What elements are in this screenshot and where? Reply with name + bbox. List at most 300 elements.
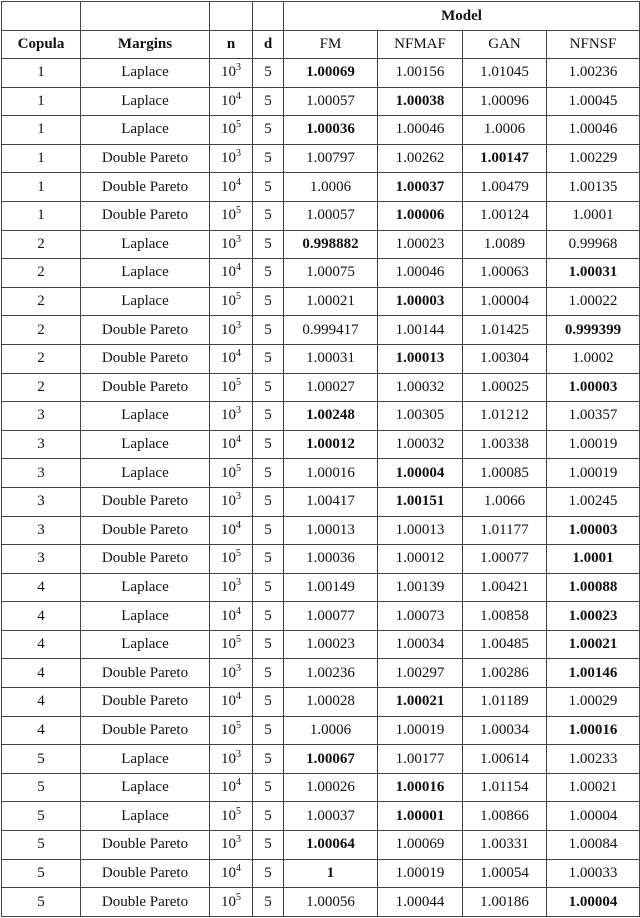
gan-value-cell: 1.00186 — [463, 888, 547, 917]
n-exponent: 5 — [236, 805, 241, 817]
nfmaf-value-cell: 1.00003 — [378, 287, 463, 316]
copula-cell: 4 — [2, 602, 81, 631]
nfmaf-value-cell: 1.00034 — [378, 630, 463, 659]
n-exponent: 4 — [236, 434, 241, 446]
gan-value-cell: 1.00858 — [463, 602, 547, 631]
nfmaf-value-cell: 1.00044 — [378, 888, 463, 917]
nfnsf-value-cell: 1.00004 — [547, 888, 640, 917]
margins-cell: Laplace — [81, 87, 210, 116]
table-row — [2, 59, 640, 88]
header-fm: FM — [284, 31, 378, 59]
copula-cell: 3 — [2, 459, 81, 488]
nfnsf-value-cell: 0.999399 — [547, 316, 640, 345]
n-base: 10 — [221, 407, 236, 424]
nfmaf-value-cell: 1.00021 — [378, 688, 463, 717]
nfmaf-value-cell: 1.00069 — [378, 831, 463, 860]
copula-cell: 2 — [2, 259, 81, 288]
table-row — [2, 230, 640, 259]
nfnsf-value-cell: 1.00146 — [547, 659, 640, 688]
d-cell: 5 — [253, 201, 284, 230]
nfnsf-value-cell: 1.00045 — [547, 87, 640, 116]
d-cell: 5 — [253, 259, 284, 288]
gan-value-cell: 1.00331 — [463, 831, 547, 860]
n-base: 10 — [221, 521, 236, 538]
margins-cell: Double Pareto — [81, 831, 210, 860]
nfnsf-value-cell: 1.00004 — [547, 802, 640, 831]
d-cell: 5 — [253, 516, 284, 545]
copula-cell: 2 — [2, 230, 81, 259]
fm-value-cell: 1.00236 — [284, 659, 378, 688]
n-cell — [210, 516, 253, 545]
fm-value-cell: 1.00056 — [284, 888, 378, 917]
table-row — [2, 688, 640, 717]
d-cell: 5 — [253, 859, 284, 888]
fm-value-cell: 1.00013 — [284, 516, 378, 545]
d-cell: 5 — [253, 487, 284, 516]
d-cell: 5 — [253, 802, 284, 831]
header-d: d — [253, 31, 284, 59]
table-row — [2, 259, 640, 288]
margins-cell: Double Pareto — [81, 716, 210, 745]
n-exponent: 4 — [236, 262, 241, 274]
n-exponent: 5 — [236, 291, 241, 303]
n-cell — [210, 373, 253, 402]
copula-cell: 1 — [2, 87, 81, 116]
fm-value-cell: 1.00067 — [284, 745, 378, 774]
table-row — [2, 888, 640, 917]
n-exponent: 5 — [236, 205, 241, 217]
fm-value-cell: 1.0006 — [284, 716, 378, 745]
gan-value-cell: 1.0066 — [463, 487, 547, 516]
margins-cell: Double Pareto — [81, 516, 210, 545]
d-cell: 5 — [253, 87, 284, 116]
copula-cell: 2 — [2, 344, 81, 373]
nfnsf-value-cell: 1.00084 — [547, 831, 640, 860]
gan-value-cell: 1.01425 — [463, 316, 547, 345]
nfnsf-value-cell: 1.0001 — [547, 201, 640, 230]
copula-cell: 5 — [2, 802, 81, 831]
margins-cell: Laplace — [81, 802, 210, 831]
margins-cell: Laplace — [81, 630, 210, 659]
margins-cell: Double Pareto — [81, 545, 210, 574]
margins-cell: Laplace — [81, 573, 210, 602]
n-exponent: 5 — [236, 548, 241, 560]
n-exponent: 4 — [236, 348, 241, 360]
gan-value-cell: 1.00077 — [463, 545, 547, 574]
copula-cell: 3 — [2, 430, 81, 459]
copula-cell: 3 — [2, 487, 81, 516]
gan-value-cell: 1.01212 — [463, 402, 547, 431]
table-row — [2, 173, 640, 202]
fm-value-cell: 1.00149 — [284, 573, 378, 602]
n-cell — [210, 87, 253, 116]
margins-cell: Double Pareto — [81, 487, 210, 516]
gan-value-cell: 1.00034 — [463, 716, 547, 745]
copula-cell: 2 — [2, 316, 81, 345]
copula-cell: 1 — [2, 173, 81, 202]
n-exponent: 4 — [236, 605, 241, 617]
n-cell — [210, 116, 253, 145]
n-exponent: 5 — [236, 634, 241, 646]
gan-value-cell: 1.00286 — [463, 659, 547, 688]
nfnsf-value-cell: 1.0001 — [547, 545, 640, 574]
nfmaf-value-cell: 1.00016 — [378, 773, 463, 802]
fm-value-cell: 1.00031 — [284, 344, 378, 373]
n-exponent: 4 — [236, 176, 241, 188]
copula-cell: 4 — [2, 659, 81, 688]
header-row-columns — [2, 31, 640, 59]
header-blank — [253, 2, 284, 31]
margins-cell: Laplace — [81, 430, 210, 459]
fm-value-cell: 1.0006 — [284, 173, 378, 202]
fm-value-cell: 1.00037 — [284, 802, 378, 831]
table-row — [2, 87, 640, 116]
copula-cell: 2 — [2, 373, 81, 402]
nfnsf-value-cell: 1.00016 — [547, 716, 640, 745]
n-cell — [210, 144, 253, 173]
n-base: 10 — [221, 264, 236, 281]
n-exponent: 3 — [236, 491, 241, 503]
table-row — [2, 573, 640, 602]
d-cell: 5 — [253, 430, 284, 459]
copula-cell: 5 — [2, 859, 81, 888]
fm-value-cell: 1.00248 — [284, 402, 378, 431]
nfnsf-value-cell: 1.00003 — [547, 516, 640, 545]
nfmaf-value-cell: 1.00006 — [378, 201, 463, 230]
d-cell: 5 — [253, 630, 284, 659]
copula-cell: 4 — [2, 573, 81, 602]
nfnsf-value-cell: 1.00229 — [547, 144, 640, 173]
margins-cell: Laplace — [81, 116, 210, 145]
nfmaf-value-cell: 1.00046 — [378, 116, 463, 145]
table-row — [2, 545, 640, 574]
margins-cell: Double Pareto — [81, 316, 210, 345]
margins-cell: Double Pareto — [81, 888, 210, 917]
nfnsf-value-cell: 1.00031 — [547, 259, 640, 288]
header-blank — [2, 2, 81, 31]
fm-value-cell: 1.00021 — [284, 287, 378, 316]
header-nfmaf: NFMAF — [378, 31, 463, 59]
table-row — [2, 287, 640, 316]
n-base: 10 — [221, 721, 236, 738]
d-cell: 5 — [253, 316, 284, 345]
table-row — [2, 144, 640, 173]
copula-cell: 5 — [2, 888, 81, 917]
n-cell — [210, 802, 253, 831]
header-blank — [81, 2, 210, 31]
table-row — [2, 659, 640, 688]
n-exponent: 3 — [236, 319, 241, 331]
table-row — [2, 459, 640, 488]
header-margins: Margins — [81, 31, 210, 59]
n-cell — [210, 201, 253, 230]
n-base: 10 — [221, 550, 236, 567]
n-cell — [210, 888, 253, 917]
table-row — [2, 802, 640, 831]
gan-value-cell: 1.00421 — [463, 573, 547, 602]
fm-value-cell: 1.00036 — [284, 545, 378, 574]
gan-value-cell: 1.00124 — [463, 201, 547, 230]
n-exponent: 5 — [236, 119, 241, 131]
gan-value-cell: 1.00004 — [463, 287, 547, 316]
n-cell — [210, 430, 253, 459]
n-cell — [210, 859, 253, 888]
n-cell — [210, 259, 253, 288]
n-base: 10 — [221, 350, 236, 367]
copula-cell: 3 — [2, 402, 81, 431]
d-cell: 5 — [253, 144, 284, 173]
nfnsf-value-cell: 1.00033 — [547, 859, 640, 888]
n-cell — [210, 545, 253, 574]
margins-cell: Laplace — [81, 459, 210, 488]
nfmaf-value-cell: 1.00046 — [378, 259, 463, 288]
d-cell: 5 — [253, 230, 284, 259]
d-cell: 5 — [253, 602, 284, 631]
table-row — [2, 831, 640, 860]
fm-value-cell: 1.00417 — [284, 487, 378, 516]
nfnsf-value-cell: 1.00233 — [547, 745, 640, 774]
fm-value-cell: 0.998882 — [284, 230, 378, 259]
fm-value-cell: 1.00036 — [284, 116, 378, 145]
n-base: 10 — [221, 121, 236, 138]
d-cell: 5 — [253, 745, 284, 774]
n-exponent: 4 — [236, 862, 241, 874]
n-cell — [210, 745, 253, 774]
nfmaf-value-cell: 1.00262 — [378, 144, 463, 173]
fm-value-cell: 1.00012 — [284, 430, 378, 459]
n-exponent: 3 — [236, 62, 241, 74]
fm-value-cell: 1.00075 — [284, 259, 378, 288]
copula-cell: 1 — [2, 116, 81, 145]
nfnsf-value-cell: 1.00021 — [547, 630, 640, 659]
margins-cell: Laplace — [81, 259, 210, 288]
margins-cell: Double Pareto — [81, 344, 210, 373]
d-cell: 5 — [253, 716, 284, 745]
fm-value-cell: 1.00027 — [284, 373, 378, 402]
table-row — [2, 116, 640, 145]
nfmaf-value-cell: 1.00177 — [378, 745, 463, 774]
margins-cell: Double Pareto — [81, 144, 210, 173]
table-row — [2, 316, 640, 345]
margins-cell: Laplace — [81, 773, 210, 802]
nfnsf-value-cell: 0.99968 — [547, 230, 640, 259]
n-cell — [210, 59, 253, 88]
nfmaf-value-cell: 1.00139 — [378, 573, 463, 602]
margins-cell: Laplace — [81, 59, 210, 88]
nfmaf-value-cell: 1.00032 — [378, 430, 463, 459]
nfmaf-value-cell: 1.00037 — [378, 173, 463, 202]
table-row — [2, 773, 640, 802]
n-exponent: 3 — [236, 576, 241, 588]
n-base: 10 — [221, 836, 236, 853]
n-exponent: 3 — [236, 748, 241, 760]
n-cell — [210, 487, 253, 516]
margins-cell: Laplace — [81, 287, 210, 316]
n-exponent: 5 — [236, 891, 241, 903]
header-n: n — [210, 31, 253, 59]
d-cell: 5 — [253, 116, 284, 145]
gan-value-cell: 1.00479 — [463, 173, 547, 202]
gan-value-cell: 1.00304 — [463, 344, 547, 373]
d-cell: 5 — [253, 173, 284, 202]
fm-value-cell: 1.00057 — [284, 87, 378, 116]
nfnsf-value-cell: 1.0002 — [547, 344, 640, 373]
n-base: 10 — [221, 893, 236, 910]
table-row — [2, 402, 640, 431]
nfmaf-value-cell: 1.00019 — [378, 716, 463, 745]
gan-value-cell: 1.0006 — [463, 116, 547, 145]
nfnsf-value-cell: 1.00023 — [547, 602, 640, 631]
n-cell — [210, 402, 253, 431]
copula-cell: 5 — [2, 745, 81, 774]
nfmaf-value-cell: 1.00019 — [378, 859, 463, 888]
gan-value-cell: 1.00054 — [463, 859, 547, 888]
fm-value-cell: 1.00077 — [284, 602, 378, 631]
n-base: 10 — [221, 750, 236, 767]
nfmaf-value-cell: 1.00151 — [378, 487, 463, 516]
gan-value-cell: 1.00096 — [463, 87, 547, 116]
nfmaf-value-cell: 1.00013 — [378, 516, 463, 545]
n-base: 10 — [221, 178, 236, 195]
n-exponent: 4 — [236, 519, 241, 531]
nfnsf-value-cell: 1.00046 — [547, 116, 640, 145]
d-cell: 5 — [253, 773, 284, 802]
table-row — [2, 630, 640, 659]
n-exponent: 4 — [236, 90, 241, 102]
nfmaf-value-cell: 1.00013 — [378, 344, 463, 373]
nfmaf-value-cell: 1.00297 — [378, 659, 463, 688]
n-cell — [210, 173, 253, 202]
fm-value-cell: 1.00028 — [284, 688, 378, 717]
n-cell — [210, 773, 253, 802]
n-cell — [210, 659, 253, 688]
table-body — [2, 59, 640, 917]
n-exponent: 3 — [236, 662, 241, 674]
fm-value-cell: 1.00016 — [284, 459, 378, 488]
n-base: 10 — [221, 150, 236, 167]
table-row — [2, 430, 640, 459]
d-cell: 5 — [253, 659, 284, 688]
gan-value-cell: 1.01177 — [463, 516, 547, 545]
fm-value-cell: 1.00064 — [284, 831, 378, 860]
n-cell — [210, 316, 253, 345]
n-base: 10 — [221, 64, 236, 81]
nfmaf-value-cell: 1.00004 — [378, 459, 463, 488]
nfnsf-value-cell: 1.00019 — [547, 430, 640, 459]
d-cell: 5 — [253, 459, 284, 488]
fm-value-cell: 1 — [284, 859, 378, 888]
copula-cell: 1 — [2, 59, 81, 88]
table-row — [2, 516, 640, 545]
header-gan: GAN — [463, 31, 547, 59]
n-base: 10 — [221, 864, 236, 881]
copula-cell: 5 — [2, 831, 81, 860]
d-cell: 5 — [253, 545, 284, 574]
gan-value-cell: 1.00866 — [463, 802, 547, 831]
fm-value-cell: 1.00057 — [284, 201, 378, 230]
n-exponent: 5 — [236, 376, 241, 388]
n-cell — [210, 287, 253, 316]
table-row — [2, 373, 640, 402]
gan-value-cell: 1.01154 — [463, 773, 547, 802]
nfmaf-value-cell: 1.00305 — [378, 402, 463, 431]
table-row — [2, 745, 640, 774]
gan-value-cell: 1.01189 — [463, 688, 547, 717]
table-row — [2, 602, 640, 631]
nfnsf-value-cell: 1.00236 — [547, 59, 640, 88]
nfnsf-value-cell: 1.00357 — [547, 402, 640, 431]
nfmaf-value-cell: 1.00032 — [378, 373, 463, 402]
gan-value-cell: 1.00147 — [463, 144, 547, 173]
margins-cell: Laplace — [81, 745, 210, 774]
n-cell — [210, 344, 253, 373]
nfnsf-value-cell: 1.00029 — [547, 688, 640, 717]
d-cell: 5 — [253, 344, 284, 373]
table-row — [2, 344, 640, 373]
gan-value-cell: 1.00063 — [463, 259, 547, 288]
fm-value-cell: 1.00023 — [284, 630, 378, 659]
n-base: 10 — [221, 235, 236, 252]
nfmaf-value-cell: 1.00156 — [378, 59, 463, 88]
n-base: 10 — [221, 464, 236, 481]
nfnsf-value-cell: 1.00022 — [547, 287, 640, 316]
nfmaf-value-cell: 1.00038 — [378, 87, 463, 116]
header-row-group — [2, 2, 640, 31]
n-base: 10 — [221, 378, 236, 395]
gan-value-cell: 1.00338 — [463, 430, 547, 459]
gan-value-cell: 1.00085 — [463, 459, 547, 488]
n-base: 10 — [221, 636, 236, 653]
nfnsf-value-cell: 1.00088 — [547, 573, 640, 602]
d-cell: 5 — [253, 831, 284, 860]
n-base: 10 — [221, 436, 236, 453]
table-row — [2, 859, 640, 888]
n-cell — [210, 602, 253, 631]
nfmaf-value-cell: 1.00144 — [378, 316, 463, 345]
copula-cell: 1 — [2, 144, 81, 173]
copula-cell: 3 — [2, 545, 81, 574]
n-base: 10 — [221, 321, 236, 338]
fm-value-cell: 1.00026 — [284, 773, 378, 802]
header-model: Model — [284, 2, 640, 31]
copula-cell: 4 — [2, 688, 81, 717]
n-base: 10 — [221, 493, 236, 510]
nfnsf-value-cell: 1.00003 — [547, 373, 640, 402]
table-row — [2, 487, 640, 516]
margins-cell: Double Pareto — [81, 373, 210, 402]
margins-cell: Double Pareto — [81, 859, 210, 888]
nfnsf-value-cell: 1.00019 — [547, 459, 640, 488]
d-cell: 5 — [253, 888, 284, 917]
d-cell: 5 — [253, 59, 284, 88]
copula-cell: 3 — [2, 516, 81, 545]
header-copula: Copula — [2, 31, 81, 59]
n-exponent: 3 — [236, 834, 241, 846]
table-row — [2, 716, 640, 745]
margins-cell: Laplace — [81, 402, 210, 431]
margins-cell: Double Pareto — [81, 201, 210, 230]
n-base: 10 — [221, 693, 236, 710]
results-table — [1, 1, 640, 917]
n-cell — [210, 573, 253, 602]
nfnsf-value-cell: 1.00135 — [547, 173, 640, 202]
n-base: 10 — [221, 207, 236, 224]
n-cell — [210, 831, 253, 860]
gan-value-cell: 1.01045 — [463, 59, 547, 88]
gan-value-cell: 1.00025 — [463, 373, 547, 402]
header-blank — [210, 2, 253, 31]
header-nfnsf: NFNSF — [547, 31, 640, 59]
